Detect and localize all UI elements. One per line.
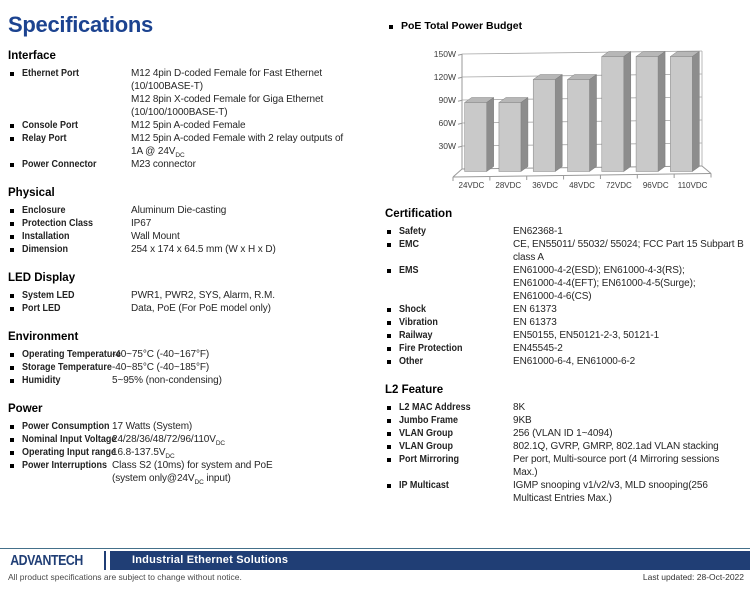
spec-label-text: Other bbox=[399, 356, 424, 367]
spec-label-text: EMC bbox=[399, 239, 420, 250]
spec-row bbox=[385, 453, 748, 479]
spec-label-text: Jumbo Frame bbox=[399, 415, 459, 426]
spec-label bbox=[8, 243, 131, 256]
right-sections bbox=[385, 208, 748, 505]
spec-row bbox=[385, 342, 748, 355]
spec-row bbox=[385, 264, 748, 303]
spec-row bbox=[8, 67, 370, 119]
y-tick bbox=[458, 123, 462, 124]
chart-heading bbox=[387, 20, 748, 32]
spec-label-text: Power Interruptions bbox=[22, 460, 108, 471]
spec-label bbox=[385, 225, 513, 238]
section-heading: Interface bbox=[8, 50, 56, 62]
spec-section bbox=[8, 50, 370, 171]
spec-value: M12 5pin A-coded Female bbox=[131, 120, 246, 131]
y-tick bbox=[458, 54, 462, 55]
y-tick-label: 60W bbox=[438, 118, 456, 129]
spec-row bbox=[8, 420, 370, 433]
bullet-icon bbox=[387, 321, 391, 325]
spec-label-text: Nominal Input Voltage bbox=[22, 434, 117, 445]
spec-value: CE, EN55011/ 55032/ 55024; FCC Part 15 Subpart B class A bbox=[513, 239, 744, 263]
spec-label bbox=[385, 303, 513, 316]
spec-value: 17 Watts (System) bbox=[112, 421, 193, 432]
spec-label-text: IP Multicast bbox=[399, 480, 449, 491]
spec-value: EN61000-4-2(ESD); EN61000-4-3(RS); EN61000-4-4(EFT); EN61000-4-5(Surge); EN61000-4-6(CS) bbox=[513, 265, 696, 302]
spec-label bbox=[385, 329, 513, 342]
spec-section bbox=[8, 187, 370, 256]
bullet-icon bbox=[10, 235, 14, 239]
disclaimer-text: All product specifications are subject to change without notice. bbox=[8, 572, 242, 582]
last-updated-text: Last updated: 28-Oct-2022 bbox=[642, 572, 744, 582]
bullet-icon bbox=[387, 432, 391, 436]
spec-label bbox=[385, 342, 513, 355]
grid-line bbox=[462, 51, 702, 54]
page-title: Specifications bbox=[8, 12, 153, 37]
spec-label-text: Fire Protection bbox=[399, 343, 463, 354]
x-tick-label: 36VDC bbox=[532, 181, 559, 190]
bar bbox=[636, 57, 658, 172]
bar bbox=[602, 57, 624, 172]
spec-label bbox=[8, 361, 112, 374]
spec-value: -40~75°C (-40~167°F) bbox=[112, 349, 210, 360]
spec-label bbox=[8, 459, 112, 485]
spec-label bbox=[385, 355, 513, 368]
x-axis bbox=[453, 174, 711, 178]
spec-label bbox=[385, 414, 513, 427]
bullet-icon bbox=[10, 248, 14, 252]
spec-section bbox=[8, 331, 370, 387]
spec-label-text: Storage Temperature bbox=[22, 362, 112, 373]
y-tick-label: 90W bbox=[438, 95, 456, 106]
right-column bbox=[385, 14, 748, 505]
x-tick-label: 28VDC bbox=[495, 181, 522, 190]
bullet-icon bbox=[10, 72, 14, 76]
spec-row bbox=[8, 433, 370, 446]
bullet-icon bbox=[387, 230, 391, 234]
spec-value: IP67 bbox=[131, 218, 152, 229]
bullet-icon bbox=[387, 484, 391, 488]
section-heading: Certification bbox=[385, 208, 453, 220]
spec-label bbox=[8, 132, 131, 158]
spec-label bbox=[8, 348, 121, 361]
spec-label-text: System LED bbox=[22, 290, 75, 301]
spec-label bbox=[8, 446, 117, 459]
section-heading: Environment bbox=[8, 331, 79, 343]
y-tick bbox=[458, 100, 462, 101]
bar-side bbox=[658, 52, 665, 172]
advantech-logo: ADVANTECH bbox=[10, 552, 83, 569]
bullet-icon bbox=[10, 163, 14, 167]
spec-label-text: Dimension bbox=[22, 244, 69, 255]
spec-label bbox=[385, 316, 513, 329]
bullet-icon bbox=[387, 406, 391, 410]
bullet-icon bbox=[10, 307, 14, 311]
bullet-icon bbox=[10, 464, 14, 468]
footer-banner bbox=[110, 551, 750, 570]
spec-value: EN61000-6-4, EN61000-6-2 bbox=[513, 356, 636, 367]
spec-row bbox=[385, 238, 748, 264]
spec-label-text: EMS bbox=[399, 265, 419, 276]
spec-label bbox=[385, 440, 513, 453]
x-tick-label: 48VDC bbox=[569, 181, 595, 190]
spec-row bbox=[8, 374, 370, 387]
y-tick-label: 30W bbox=[438, 141, 456, 152]
bullet-icon bbox=[10, 209, 14, 213]
spec-label bbox=[8, 433, 117, 446]
bar-side bbox=[590, 75, 597, 172]
spec-section bbox=[8, 403, 370, 485]
left-column bbox=[8, 40, 370, 485]
section-heading: Power bbox=[8, 403, 43, 415]
spec-row bbox=[385, 479, 748, 505]
bullet-icon bbox=[10, 379, 14, 383]
bullet-icon bbox=[389, 25, 393, 29]
spec-label-text: Protection Class bbox=[22, 218, 94, 229]
spec-row bbox=[8, 446, 370, 459]
spec-row bbox=[385, 427, 748, 440]
spec-label-text: Port Mirroring bbox=[399, 454, 460, 465]
spec-value: EN 61373 bbox=[513, 304, 557, 315]
spec-label bbox=[385, 453, 513, 479]
spec-value: $16.8-137.5V_{DC}$ bbox=[112, 447, 175, 460]
bar bbox=[465, 103, 487, 172]
spec-section bbox=[385, 208, 748, 368]
spec-label-text: Safety bbox=[399, 226, 427, 237]
spec-label bbox=[385, 401, 513, 414]
spec-label bbox=[8, 230, 131, 243]
spec-row bbox=[8, 361, 370, 374]
spec-value: M23 connector bbox=[131, 159, 196, 170]
spec-row bbox=[385, 329, 748, 342]
poe-budget-chart bbox=[430, 43, 748, 196]
bar bbox=[533, 80, 555, 172]
spec-row bbox=[8, 243, 370, 256]
spec-label-text: Console Port bbox=[22, 120, 79, 131]
section-heading: L2 Feature bbox=[385, 384, 444, 396]
spec-value: PWR1, PWR2, SYS, Alarm, R.M. bbox=[131, 290, 275, 301]
spec-value: EN50155, EN50121-2-3, 50121-1 bbox=[513, 330, 660, 341]
spec-label bbox=[385, 238, 513, 264]
spec-label-text: Operating Input range bbox=[22, 447, 117, 458]
bar-side bbox=[692, 52, 699, 172]
spec-value: M12 4pin D-coded Female for Fast Ethernet (10/100BASE-T) M12 8pin X-coded Female for Giga Ethernet (10/100/1000BASE-T) bbox=[131, 68, 324, 118]
bar-side bbox=[521, 98, 528, 172]
bar bbox=[499, 103, 521, 172]
spec-label bbox=[8, 374, 112, 387]
bar bbox=[568, 80, 590, 172]
spec-row bbox=[8, 348, 370, 361]
floor-right-edge bbox=[702, 166, 711, 174]
spec-row bbox=[8, 230, 370, 243]
spec-value: 254 x 174 x 64.5 mm (W x H x D) bbox=[131, 244, 276, 255]
spec-label-text: VLAN Group bbox=[399, 441, 453, 452]
bullet-icon bbox=[387, 269, 391, 273]
spec-row bbox=[385, 440, 748, 453]
footer-divider-line bbox=[0, 548, 750, 549]
bullet-icon bbox=[387, 347, 391, 351]
spec-label-text: Enclosure bbox=[22, 205, 66, 216]
x-tick-label: 110VDC bbox=[677, 181, 708, 190]
bullet-icon bbox=[387, 458, 391, 462]
bullet-icon bbox=[387, 334, 391, 338]
spec-row bbox=[8, 204, 370, 217]
spec-label bbox=[8, 119, 131, 132]
bar-side bbox=[487, 98, 494, 172]
spec-value: Aluminum Die-casting bbox=[131, 205, 227, 216]
spec-value: 9KB bbox=[513, 415, 532, 426]
spec-row bbox=[385, 401, 748, 414]
spec-label bbox=[8, 204, 131, 217]
bullet-icon bbox=[387, 419, 391, 423]
spec-value: 802.1Q, GVRP, GMRP, 802.1ad VLAN stacking bbox=[513, 441, 719, 452]
spec-label bbox=[385, 479, 513, 505]
spec-label bbox=[8, 158, 131, 171]
spec-label-text: Vibration bbox=[399, 317, 438, 328]
spec-value: 5~95% (non-condensing) bbox=[112, 375, 222, 386]
spec-row bbox=[385, 414, 748, 427]
spec-row bbox=[8, 132, 370, 158]
y-tick-label: 120W bbox=[433, 72, 456, 83]
spec-label bbox=[385, 264, 513, 303]
bullet-icon bbox=[10, 353, 14, 357]
spec-label-text: VLAN Group bbox=[399, 428, 453, 439]
y-tick bbox=[458, 146, 462, 147]
bar-side bbox=[624, 52, 631, 172]
spec-label bbox=[385, 427, 513, 440]
bullet-icon bbox=[10, 124, 14, 128]
spec-label-text: Operating Temperature bbox=[22, 349, 121, 360]
x-tick-label: 96VDC bbox=[642, 181, 669, 190]
bullet-icon bbox=[10, 366, 14, 370]
spec-label-text: Shock bbox=[399, 304, 427, 315]
spec-section bbox=[8, 272, 370, 315]
spec-label-text: Relay Port bbox=[22, 133, 67, 144]
spec-row bbox=[385, 316, 748, 329]
bullet-icon bbox=[10, 294, 14, 298]
spec-label-text: Installation bbox=[22, 231, 70, 242]
spec-value: Data, PoE (For PoE model only) bbox=[131, 303, 271, 314]
spec-label-text: Humidity bbox=[22, 375, 61, 386]
floor-left-edge bbox=[453, 169, 462, 177]
spec-label bbox=[8, 67, 131, 119]
bullet-icon bbox=[387, 360, 391, 364]
spec-label-text: Power Connector bbox=[22, 159, 97, 170]
footer-banner-label: Industrial Ethernet Solutions bbox=[132, 554, 289, 566]
spec-row bbox=[385, 355, 748, 368]
footer bbox=[0, 551, 750, 570]
bar-side bbox=[555, 75, 562, 172]
bullet-icon bbox=[10, 438, 14, 442]
spec-row bbox=[8, 217, 370, 230]
section-heading: Physical bbox=[8, 187, 55, 199]
spec-value: $24/28/36/48/72/96/110V_{DC}$ bbox=[112, 434, 226, 447]
spec-row bbox=[8, 289, 370, 302]
section-heading: LED Display bbox=[8, 272, 76, 284]
spec-value: Wall Mount bbox=[131, 231, 180, 242]
spec-value: EN45545-2 bbox=[513, 343, 563, 354]
spec-value: EN 61373 bbox=[513, 317, 557, 328]
bar bbox=[670, 57, 692, 172]
bullet-icon bbox=[10, 425, 14, 429]
spec-row bbox=[8, 158, 370, 171]
spec-label-text: Ethernet Port bbox=[22, 68, 80, 79]
y-tick-label: 150W bbox=[433, 49, 456, 60]
bullet-icon bbox=[387, 243, 391, 247]
x-tick-label: 72VDC bbox=[605, 181, 632, 190]
spec-label bbox=[8, 289, 131, 302]
spec-row bbox=[385, 303, 748, 316]
spec-row bbox=[385, 225, 748, 238]
spec-label-text: L2 MAC Address bbox=[399, 402, 471, 413]
bullet-icon bbox=[10, 222, 14, 226]
bullet-icon bbox=[387, 445, 391, 449]
spec-label-text: Power Consumption bbox=[22, 421, 110, 432]
spec-section bbox=[385, 384, 748, 505]
spec-value: IGMP snooping v1/v2/v3, MLD snooping(256 Multicast Entries Max.) bbox=[513, 480, 708, 504]
spec-value: Class S2 (10ms) for system and PoE (system $only@24V_{DC}$ input) bbox=[112, 460, 273, 486]
spec-label bbox=[8, 420, 112, 433]
bullet-icon bbox=[387, 308, 391, 312]
spec-label bbox=[8, 302, 131, 315]
spec-value: EN62368-1 bbox=[513, 226, 563, 237]
y-tick bbox=[458, 77, 462, 78]
spec-value: -40~85°C (-40~185°F) bbox=[112, 362, 210, 373]
spec-value: 256 (VLAN ID 1~4094) bbox=[513, 428, 613, 439]
x-tick-label: 24VDC bbox=[458, 181, 485, 190]
logo-divider bbox=[104, 551, 106, 570]
spec-row bbox=[8, 302, 370, 315]
spec-value: M12 5pin A-coded Female with 2 relay outputs of 1A @ $24V_{DC}$ bbox=[131, 133, 344, 159]
poe-budget-chart-svg bbox=[430, 43, 748, 196]
bullet-icon bbox=[10, 451, 14, 455]
spec-row bbox=[8, 119, 370, 132]
chart-heading-label: PoE Total Power Budget bbox=[401, 20, 523, 32]
spec-label bbox=[8, 217, 131, 230]
spec-value: 8K bbox=[513, 402, 526, 413]
spec-label-text: Railway bbox=[399, 330, 433, 341]
spec-label-text: Port LED bbox=[22, 303, 61, 314]
spec-row bbox=[8, 459, 370, 485]
bullet-icon bbox=[10, 137, 14, 141]
spec-value: Per port, Multi-source port (4 Mirroring sessions Max.) bbox=[513, 454, 720, 478]
